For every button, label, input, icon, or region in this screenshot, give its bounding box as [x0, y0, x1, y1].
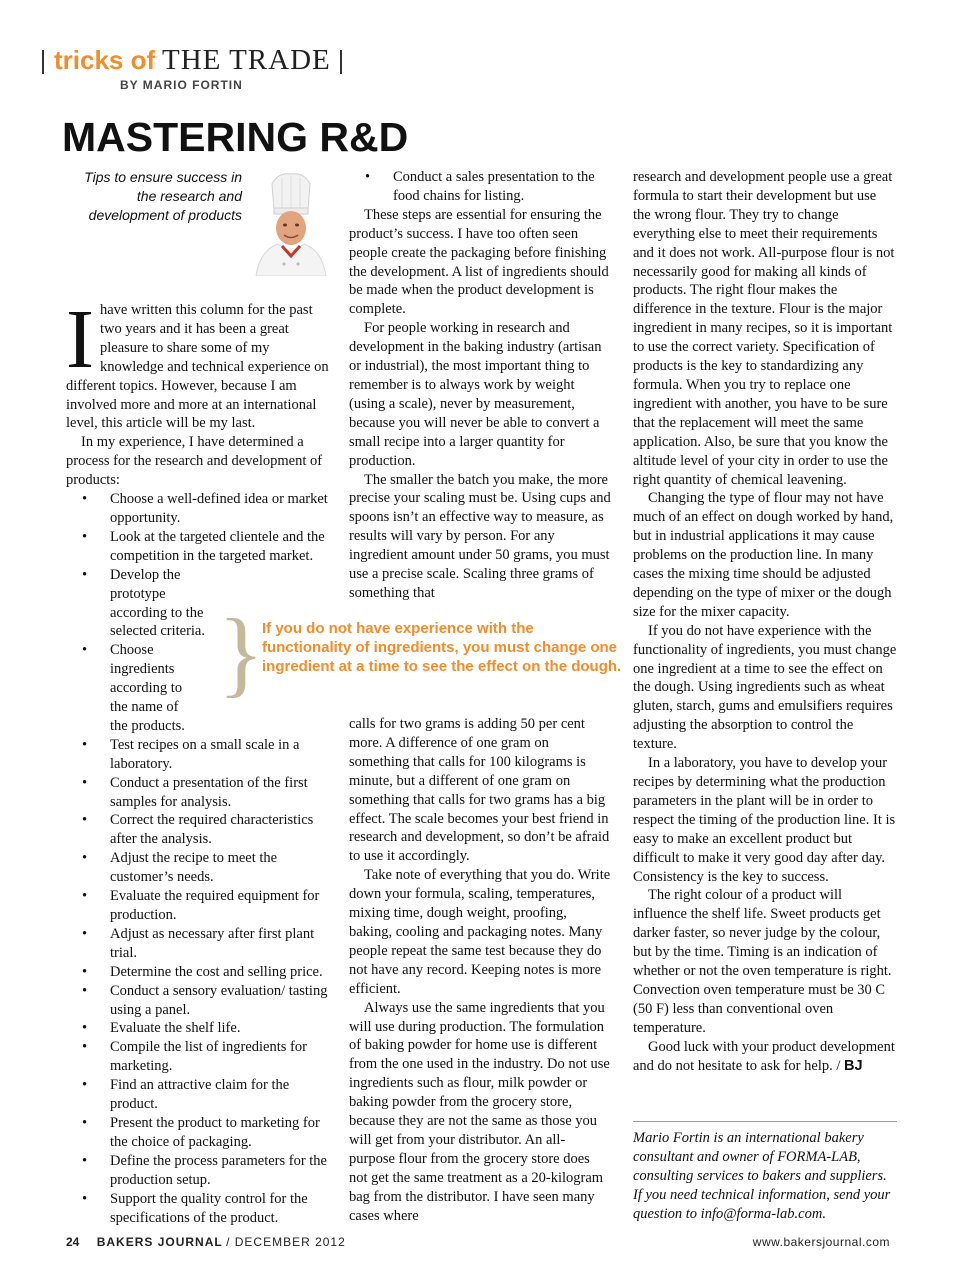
author-bio: Mario Fortin is an international bakery consultant and owner of FORMA-LAB, consulting services to bakers and suppliers. If you need technical information, send your question to info@forma-lab.com.	[633, 1130, 891, 1222]
closing-paragraph	[633, 1038, 897, 1076]
list-item: • Present the product to marketing for the choice of packaging.	[66, 1114, 330, 1152]
brace-ornament-icon: }	[218, 599, 265, 706]
list-item: • Develop the prototype according to the selected criteria.	[66, 566, 330, 642]
list-item: • Define the process parameters for the production setup.	[66, 1152, 330, 1190]
body-column-1	[66, 293, 330, 1227]
body-column-2	[349, 168, 611, 603]
body-paragraph: These steps are essential for ensuring the product’s success. I have too often seen people create the packaging before finishing the development. A list of ingredients should be made when the product development is complete.	[349, 206, 609, 318]
list-item: • Conduct a sales presentation to the food chains for listing.	[349, 168, 611, 206]
rd-steps-list	[66, 490, 330, 1227]
page-footer	[66, 1235, 890, 1249]
bj-end-mark: BJ	[844, 1057, 863, 1074]
list-item: • Choose ingredients according to the name of the products.	[66, 641, 330, 736]
list-item: • Evaluate the shelf life.	[66, 1019, 330, 1038]
body-paragraph: The right colour of a product will influence the shelf life. Sweet products get darker faster, so never judge by the colour, but by the time. Timing is an indication of whether or not the oven temperature is right. Convection oven temperature must be 30 C (50 F) less than conventional oven temperature.	[633, 887, 892, 1036]
body-paragraph: calls for two grams is adding 50 per cent more. A difference of one gram on something that calls for 100 kilograms is minute, but a different of one gram on something that calls for two grams has a big effect. The scale becomes your best friend in research and development, so don’t be afraid to use it accordingly.	[349, 716, 610, 865]
list-item: • Evaluate the required equipment for production.	[66, 887, 330, 925]
body-column-3	[633, 168, 897, 1076]
list-item: • Support the quality control for the specifications of the product.	[66, 1190, 330, 1228]
drop-cap: I	[66, 293, 94, 386]
body-column-2-continued	[349, 715, 611, 1225]
list-item: • Look at the targeted clientele and the competition in the targeted market.	[66, 528, 330, 566]
body-paragraph: research and development people use a great formula to start their development but use the wrong flour. They try to change everything else to meet their requirements and it does not work. All-purpose flour is not necessarily good for making all kinds of products. The right flour makes the difference in the texture. Flour is the major ingredient in many recipes, so it is important to use the correct variety. Specification of products is the key to standardizing any formula. When you try to replace one ingredient with another, you have to be sure that the replacement will meet the same application. Also, be sure that you know the altitude level of your city in order to use the right quantity of chemical leavening.	[633, 169, 895, 488]
list-item: • Choose a well-defined idea or market opportunity.	[66, 490, 330, 528]
list-item: • Correct the required characteristics after the analysis.	[66, 811, 330, 849]
list-item: • Compile the list of ingredients for marketing.	[66, 1038, 330, 1076]
pull-quote	[218, 599, 622, 712]
issue-date: / DECEMBER 2012	[226, 1235, 346, 1249]
list-item: • Adjust the recipe to meet the customer’s needs.	[66, 849, 330, 887]
header-bar-left	[42, 50, 44, 74]
body-paragraph: For people working in research and development in the baking industry (artisan or industrial), the most important thing to remember is to always work by weight (using a scale), never by measurement, because you will never be able to convert a small recipe into a larger quantity for production.	[349, 320, 602, 469]
headline: MASTERING R&D	[62, 114, 409, 160]
list-item: • Find an attractive claim for the product.	[66, 1076, 330, 1114]
list-item: • Adjust as necessary after first plant trial.	[66, 925, 330, 963]
list-item: • Test recipes on a small scale in a laboratory.	[66, 736, 330, 774]
body-paragraph: In my experience, I have determined a process for the research and development of products:	[66, 434, 323, 489]
byline: BY MARIO FORTIN	[120, 78, 243, 92]
body-paragraph: The smaller the batch you make, the more precise your scaling must be. Using cups and spoons isn’t an effective way to measure, as results will vary by person. For any ingredient amount under 50 grams, you must use a precise scale. Scaling three grams of something that	[349, 471, 611, 601]
website-link[interactable]: www.bakersjournal.com	[752, 1235, 890, 1249]
list-item: • Conduct a sensory evaluation/ tasting using a panel.	[66, 982, 330, 1020]
body-paragraph: Take note of everything that you do. Write down your formula, scaling, temperatures, mixing time, dough weight, proofing, baking, cooling and packaging notes. Many people repeat the same test because they do not have any record. Keeping notes is more efficient.	[349, 867, 611, 997]
closing-text: Good luck with your product development and do not hesitate to ask for help. /	[633, 1038, 895, 1074]
column-title-tricks: tricks of	[54, 45, 156, 75]
pull-quote-text: If you do not have experience with the functionality of ingredients, you must change one ingredient at a time to see the effect on the dough.	[262, 620, 622, 675]
intro-paragraph: have written this column for the past two years and it has been a great pleasure to share some of my knowledge and technical experience on different topics. However, because I am involved more and more at an international level, this article will be my last.	[66, 302, 329, 432]
deck-subtitle: Tips to ensure success in the research and development of products	[84, 169, 242, 223]
bio-divider	[633, 1121, 897, 1122]
column-header	[40, 44, 370, 78]
body-paragraph: In a laboratory, you have to develop your recipes by determining what the production parameters in the plant will be in order to respect the timing of the production line. It is easy to make an excellent product but difficult to make it very good day after day. Consistency is the key to success.	[633, 755, 896, 885]
column-title-trade: THE TRADE	[162, 44, 331, 76]
list-item: • Conduct a presentation of the first samples for analysis.	[66, 774, 330, 812]
body-paragraph: If you do not have experience with the functionality of ingredients, you must change one ingredient at a time to see the effect on the dough. Using ingredients such as wheat gluten, starch, gums and emulsifiers requires adjusting the absorption to control the texture.	[633, 622, 897, 753]
body-paragraph: Changing the type of flour may not have much of an effect on dough worked by hand, but in industrial applications it may cause problems on the production line. In many cases the mixing time should be adjusted depending on the type of mixer or the dough size for the mixer capacity.	[633, 490, 894, 620]
list-item: • Determine the cost and selling price.	[66, 963, 330, 982]
magazine-name: BAKERS JOURNAL	[96, 1235, 223, 1249]
rd-steps-list-continued	[349, 168, 611, 206]
author-photo	[252, 170, 330, 276]
body-paragraph: Always use the same ingredients that you will use during production. The formulation of baking powder for home use is different from the one used in the industry. Do not use ingredients such as flour, milk powder or baking powder from the grocery store, because they are not the same as those you will get from your distributor. An all-purpose flour from the grocery store does not get the same treatment as a 20-kilogram bag from the distributor. I have seen many cases where	[349, 999, 610, 1224]
page-number: 24	[66, 1235, 80, 1249]
header-bar-right	[340, 50, 342, 74]
